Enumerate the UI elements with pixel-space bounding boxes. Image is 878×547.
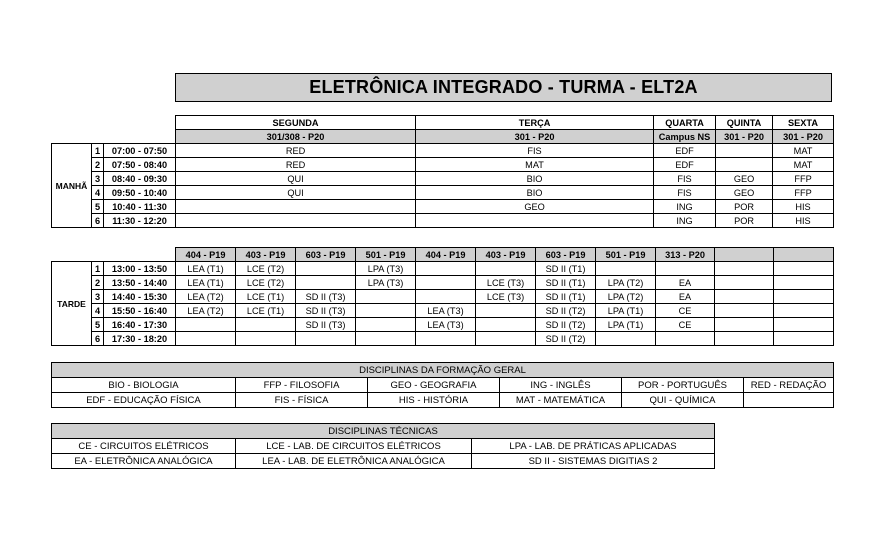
subject-cell: LPA (T3) [356, 276, 416, 290]
legend-row [52, 378, 834, 393]
legend-row [52, 454, 715, 469]
subject-cell: MAT [416, 158, 654, 172]
subject-cell: LPA (T1) [596, 304, 656, 318]
subject-cell: SD II (T3) [296, 290, 356, 304]
subject-cell [774, 290, 834, 304]
subject-cell [656, 262, 715, 276]
legend-item: CE - CIRCUITOS ELÉTRICOS [52, 439, 236, 454]
subject-cell [715, 276, 774, 290]
subject-cell [236, 332, 296, 346]
subject-cell: FIS [416, 144, 654, 158]
class-number: 3 [92, 172, 104, 186]
class-number: 2 [92, 276, 104, 290]
room-header: 313 - P20 [656, 248, 715, 262]
subject-cell: MAT [773, 144, 834, 158]
subject-cell: ING [654, 200, 716, 214]
subject-cell: LCE (T3) [476, 290, 536, 304]
subject-cell: LEA (T3) [416, 304, 476, 318]
subject-cell: SD II (T1) [536, 290, 596, 304]
subject-cell: EDF [654, 144, 716, 158]
subject-cell: GEO [416, 200, 654, 214]
subject-cell: LEA (T2) [176, 304, 236, 318]
class-time: 07:50 - 08:40 [104, 158, 176, 172]
class-number: 4 [92, 304, 104, 318]
subject-cell: SD II (T3) [296, 318, 356, 332]
subject-cell [774, 262, 834, 276]
subject-cell [716, 158, 773, 172]
subject-cell [416, 262, 476, 276]
legend-item: MAT - MATEMÁTICA [500, 393, 622, 408]
subject-cell: RED [176, 158, 416, 172]
subject-cell [296, 262, 356, 276]
subject-cell: ING [654, 214, 716, 228]
subject-cell: BIO [416, 172, 654, 186]
subject-cell [596, 262, 656, 276]
legend-item: LCE - LAB. DE CIRCUITOS ELÉTRICOS [236, 439, 472, 454]
legend-item: LEA - LAB. DE ELETRÔNICA ANALÓGICA [236, 454, 472, 469]
technical-subjects-legend [51, 423, 715, 469]
table-row [52, 304, 834, 318]
subject-cell: LCE (T1) [236, 290, 296, 304]
class-time: 13:50 - 14:40 [104, 276, 176, 290]
subject-cell [774, 332, 834, 346]
legend-item: EA - ELETRÔNICA ANALÓGICA [52, 454, 236, 469]
room-header: 501 - P19 [356, 248, 416, 262]
room-header: 403 - P19 [236, 248, 296, 262]
table-row [52, 290, 834, 304]
room-header: 501 - P19 [596, 248, 656, 262]
room-header-row [52, 248, 834, 262]
legend-item: LPA - LAB. DE PRÁTICAS APLICADAS [472, 439, 715, 454]
subject-cell [656, 332, 715, 346]
legend-item: HIS - HISTÓRIA [368, 393, 500, 408]
room-header: 603 - P19 [296, 248, 356, 262]
subject-cell [476, 332, 536, 346]
general-subjects-legend [51, 362, 834, 408]
subject-cell [715, 332, 774, 346]
subject-cell [356, 290, 416, 304]
room-header: Campus NS [654, 130, 716, 144]
subject-cell: FIS [654, 172, 716, 186]
day-header: QUARTA [654, 116, 716, 130]
class-number: 1 [92, 262, 104, 276]
legend-header: DISCIPLINAS DA FORMAÇÃO GERAL [52, 363, 834, 378]
legend-item [744, 393, 834, 408]
room-header: 301/308 - P20 [176, 130, 416, 144]
legend-item: EDF - EDUCAÇÃO FÍSICA [52, 393, 236, 408]
class-number: 1 [92, 144, 104, 158]
table-row [52, 214, 834, 228]
subject-cell: POR [716, 200, 773, 214]
subject-cell [596, 332, 656, 346]
subject-cell: LCE (T2) [236, 276, 296, 290]
class-time: 07:00 - 07:50 [104, 144, 176, 158]
subject-cell: LCE (T3) [476, 276, 536, 290]
subject-cell: FFP [773, 172, 834, 186]
class-time: 17:30 - 18:20 [104, 332, 176, 346]
subject-cell: CE [656, 304, 715, 318]
table-row [52, 144, 834, 158]
period-label: TARDE [52, 262, 92, 346]
class-time: 09:50 - 10:40 [104, 186, 176, 200]
class-time: 15:50 - 16:40 [104, 304, 176, 318]
legend-item: ING - INGLÊS [500, 378, 622, 393]
table-row [52, 186, 834, 200]
legend-item: RED - REDAÇÃO [744, 378, 834, 393]
subject-cell: QUI [176, 172, 416, 186]
subject-cell [356, 318, 416, 332]
room-header [715, 248, 774, 262]
legend-item: SD II - SISTEMAS DIGITIAS 2 [472, 454, 715, 469]
subject-cell [476, 262, 536, 276]
subject-cell: SD II (T3) [296, 304, 356, 318]
subject-cell: SD II (T2) [536, 304, 596, 318]
subject-cell: HIS [773, 200, 834, 214]
subject-cell [774, 276, 834, 290]
subject-cell: LEA (T2) [176, 290, 236, 304]
legend-item: FFP - FILOSOFIA [236, 378, 368, 393]
blank-cell [52, 130, 176, 144]
subject-cell [774, 304, 834, 318]
legend-item: FIS - FÍSICA [236, 393, 368, 408]
room-header: 404 - P19 [176, 248, 236, 262]
legend-header-row [52, 363, 834, 378]
legend-item: POR - PORTUGUÊS [622, 378, 744, 393]
class-time: 16:40 - 17:30 [104, 318, 176, 332]
subject-cell: LCE (T2) [236, 262, 296, 276]
room-header-row [52, 130, 834, 144]
table-row [52, 158, 834, 172]
table-row [52, 172, 834, 186]
subject-cell: LEA (T1) [176, 262, 236, 276]
legend-item: GEO - GEOGRAFIA [368, 378, 500, 393]
subject-cell: LEA (T1) [176, 276, 236, 290]
table-row [52, 276, 834, 290]
subject-cell [716, 144, 773, 158]
subject-cell: EA [656, 276, 715, 290]
subject-cell [176, 200, 416, 214]
subject-cell [476, 318, 536, 332]
class-time: 13:00 - 13:50 [104, 262, 176, 276]
table-row [52, 332, 834, 346]
legend-item: BIO - BIOLOGIA [52, 378, 236, 393]
subject-cell [476, 304, 536, 318]
subject-cell: FFP [773, 186, 834, 200]
day-header-row [52, 116, 834, 130]
subject-cell [715, 318, 774, 332]
room-header: 404 - P19 [416, 248, 476, 262]
room-header: 403 - P19 [476, 248, 536, 262]
table-row [52, 318, 834, 332]
page-title: ELETRÔNICA INTEGRADO - TURMA - ELT2A [175, 73, 832, 102]
subject-cell: LPA (T1) [596, 318, 656, 332]
afternoon-schedule-table [51, 247, 834, 346]
subject-cell: LPA (T3) [356, 262, 416, 276]
subject-cell [176, 332, 236, 346]
subject-cell: MAT [773, 158, 834, 172]
subject-cell: POR [716, 214, 773, 228]
subject-cell: LCE (T1) [236, 304, 296, 318]
subject-cell [356, 304, 416, 318]
legend-header-row [52, 424, 715, 439]
table-row [52, 200, 834, 214]
subject-cell [416, 214, 654, 228]
subject-cell [774, 318, 834, 332]
room-header: 603 - P19 [536, 248, 596, 262]
subject-cell [356, 332, 416, 346]
subject-cell [176, 318, 236, 332]
subject-cell: EA [656, 290, 715, 304]
day-header: TERÇA [416, 116, 654, 130]
class-number: 3 [92, 290, 104, 304]
subject-cell: RED [176, 144, 416, 158]
subject-cell [176, 214, 416, 228]
blank-cell [52, 248, 176, 262]
subject-cell: GEO [716, 186, 773, 200]
subject-cell [416, 332, 476, 346]
subject-cell [416, 276, 476, 290]
subject-cell: EDF [654, 158, 716, 172]
subject-cell [715, 304, 774, 318]
subject-cell: BIO [416, 186, 654, 200]
subject-cell: SD II (T2) [536, 332, 596, 346]
legend-row [52, 393, 834, 408]
day-header: SEXTA [773, 116, 834, 130]
blank-cell [52, 116, 176, 130]
class-time: 08:40 - 09:30 [104, 172, 176, 186]
subject-cell [236, 318, 296, 332]
class-number: 6 [92, 332, 104, 346]
class-number: 4 [92, 186, 104, 200]
subject-cell: QUI [176, 186, 416, 200]
class-number: 6 [92, 214, 104, 228]
legend-item: QUI - QUÍMICA [622, 393, 744, 408]
room-header: 301 - P20 [773, 130, 834, 144]
subject-cell [715, 262, 774, 276]
class-number: 5 [92, 200, 104, 214]
subject-cell: GEO [716, 172, 773, 186]
legend-row [52, 439, 715, 454]
period-label: MANHÃ [52, 144, 92, 228]
table-row [52, 262, 834, 276]
subject-cell: LPA (T2) [596, 276, 656, 290]
subject-cell: LEA (T3) [416, 318, 476, 332]
room-header [774, 248, 834, 262]
subject-cell: LPA (T2) [596, 290, 656, 304]
room-header: 301 - P20 [716, 130, 773, 144]
day-header: SEGUNDA [176, 116, 416, 130]
class-time: 10:40 - 11:30 [104, 200, 176, 214]
class-time: 11:30 - 12:20 [104, 214, 176, 228]
subject-cell: CE [656, 318, 715, 332]
subject-cell: SD II (T1) [536, 276, 596, 290]
class-time: 14:40 - 15:30 [104, 290, 176, 304]
subject-cell [416, 290, 476, 304]
subject-cell: HIS [773, 214, 834, 228]
subject-cell: FIS [654, 186, 716, 200]
subject-cell [296, 332, 356, 346]
morning-schedule-table [51, 115, 834, 228]
subject-cell: SD II (T1) [536, 262, 596, 276]
legend-header: DISCIPLINAS TÉCNICAS [52, 424, 715, 439]
room-header: 301 - P20 [416, 130, 654, 144]
subject-cell: SD II (T2) [536, 318, 596, 332]
class-number: 5 [92, 318, 104, 332]
subject-cell [296, 276, 356, 290]
class-number: 2 [92, 158, 104, 172]
day-header: QUINTA [716, 116, 773, 130]
subject-cell [715, 290, 774, 304]
